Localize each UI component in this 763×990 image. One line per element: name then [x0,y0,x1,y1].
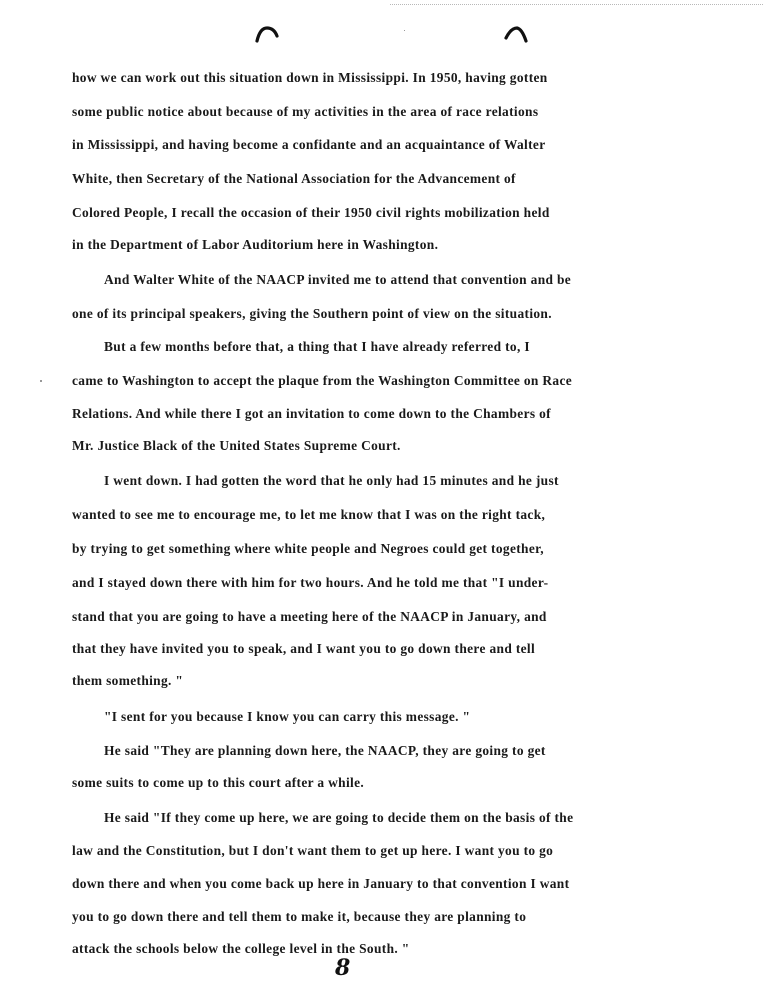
scan-speck [40,380,42,382]
text-line: in the Department of Labor Auditorium here in Washington. [72,237,439,252]
text-line: down there and when you come back up here in January to that convention I want [72,876,570,891]
text-line: Colored People, I recall the occasion of their 1950 civil rights mobilization held [72,205,550,220]
text-line: White, then Secretary of the National Association for the Advancement of [72,171,516,186]
text-line: I went down. I had gotten the word that he only had 15 minutes and he just [104,473,559,488]
text-line: and I stayed down there with him for two hours. And he told me that "I under- [72,575,549,590]
text-line: He said "If they come up here, we are going to decide them on the basis of the [104,810,574,825]
text-line: you to go down there and tell them to make it, because they are planning to [72,909,527,924]
text-line: some suits to come up to this court after a while. [72,775,365,790]
text-line: in Mississippi, and having become a confidante and an acquaintance of Walter [72,137,546,152]
text-line: But a few months before that, a thing that I have already referred to, I [104,339,530,354]
text-line: stand that you are going to have a meeting here of the NAACP in January, and [72,609,547,624]
text-line: by trying to get something where white people and Negroes could get together, [72,541,544,556]
text-line: came to Washington to accept the plaque from the Washington Committee on Race [72,373,573,388]
scan-speck [404,30,405,31]
punch-mark-left [254,24,280,44]
text-line: attack the schools below the college level in the South. " [72,941,410,956]
text-line: He said "They are planning down here, the NAACP, they are going to get [104,743,546,758]
text-line: one of its principal speakers, giving the Southern point of view on the situation. [72,306,552,321]
text-line: that they have invited you to speak, and I want you to go down there and tell [72,641,536,656]
punch-mark-right [503,24,529,44]
text-line: Relations. And while there I got an invitation to come down to the Chambers of [72,406,551,421]
text-line: them something. " [72,673,184,688]
text-line: wanted to see me to encourage me, to let me know that I was on the right tack, [72,507,546,522]
top-dotted-edge [390,4,763,5]
text-line: law and the Constitution, but I don't want them to get up here. I want you to go [72,843,554,858]
text-line: Mr. Justice Black of the United States Supreme Court. [72,438,401,453]
text-line: "I sent for you because I know you can carry this message. " [104,709,471,724]
text-line: how we can work out this situation down in Mississippi. In 1950, having gotten [72,70,548,85]
text-line: And Walter White of the NAACP invited me to attend that convention and be [104,272,572,287]
page-number: 8 [335,955,351,981]
text-line: some public notice about because of my activities in the area of race relations [72,104,539,119]
